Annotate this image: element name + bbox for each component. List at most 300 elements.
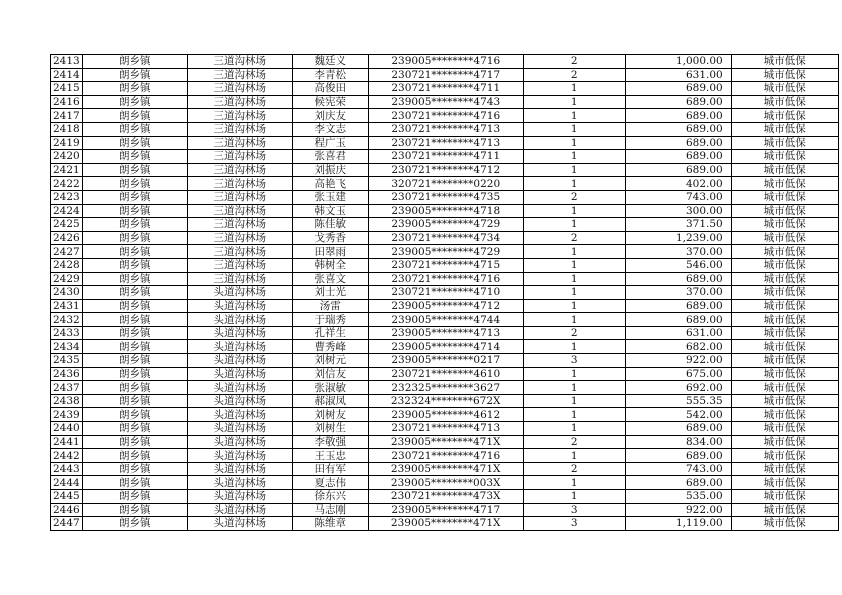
id-number-cell: 239005********4714 — [368, 340, 523, 354]
name-cell: 刘庆友 — [292, 109, 368, 123]
town-cell: 朗乡镇 — [82, 517, 187, 531]
amount-cell: 1,239.00 — [625, 231, 731, 245]
id-number-cell: 232324********672X — [368, 394, 523, 408]
table-row — [51, 476, 839, 490]
id-number-cell: 230721********4735 — [368, 190, 523, 204]
assistance-type-cell: 城市低保 — [731, 177, 838, 191]
forest-farm-cell: 头道沟林场 — [187, 449, 292, 463]
assistance-type-cell: 城市低保 — [731, 55, 838, 69]
forest-farm-cell: 头道沟林场 — [187, 381, 292, 395]
amount-cell: 675.00 — [625, 367, 731, 381]
assistance-type-cell: 城市低保 — [731, 435, 838, 449]
row-number-cell: 2430 — [51, 286, 83, 300]
name-cell: 田翠雨 — [292, 245, 368, 259]
assistance-type-cell: 城市低保 — [731, 245, 838, 259]
town-cell: 朗乡镇 — [82, 258, 187, 272]
name-cell: 曹秀峰 — [292, 340, 368, 354]
household-count-cell: 1 — [523, 422, 625, 436]
amount-cell: 371.50 — [625, 218, 731, 232]
household-count-cell: 1 — [523, 163, 625, 177]
id-number-cell: 232325********3627 — [368, 381, 523, 395]
assistance-type-cell: 城市低保 — [731, 476, 838, 490]
town-cell: 朗乡镇 — [82, 449, 187, 463]
id-number-cell: 230721********4716 — [368, 109, 523, 123]
household-count-cell: 1 — [523, 340, 625, 354]
amount-cell: 555.35 — [625, 394, 731, 408]
name-cell: 汤雷 — [292, 299, 368, 313]
household-count-cell: 1 — [523, 313, 625, 327]
assistance-type-cell: 城市低保 — [731, 272, 838, 286]
household-count-cell: 2 — [523, 68, 625, 82]
amount-cell: 689.00 — [625, 122, 731, 136]
household-count-cell: 2 — [523, 435, 625, 449]
amount-cell: 689.00 — [625, 449, 731, 463]
id-number-cell: 230721********4711 — [368, 150, 523, 164]
id-number-cell: 239005********0217 — [368, 354, 523, 368]
name-cell: 高艳飞 — [292, 177, 368, 191]
assistance-type-cell: 城市低保 — [731, 190, 838, 204]
name-cell: 韩树全 — [292, 258, 368, 272]
amount-cell: 689.00 — [625, 109, 731, 123]
id-number-cell: 239005********4729 — [368, 218, 523, 232]
forest-farm-cell: 三道沟林场 — [187, 122, 292, 136]
name-cell: 李文志 — [292, 122, 368, 136]
household-count-cell: 1 — [523, 245, 625, 259]
household-count-cell: 3 — [523, 354, 625, 368]
forest-farm-cell: 头道沟林场 — [187, 313, 292, 327]
table-row — [51, 286, 839, 300]
amount-cell: 743.00 — [625, 190, 731, 204]
row-number-cell: 2432 — [51, 313, 83, 327]
row-number-cell: 2427 — [51, 245, 83, 259]
amount-cell: 370.00 — [625, 245, 731, 259]
household-count-cell: 1 — [523, 136, 625, 150]
row-number-cell: 2431 — [51, 299, 83, 313]
amount-cell: 546.00 — [625, 258, 731, 272]
name-cell: 孔祥生 — [292, 326, 368, 340]
table-row — [51, 340, 839, 354]
household-count-cell: 1 — [523, 476, 625, 490]
town-cell: 朗乡镇 — [82, 55, 187, 69]
id-number-cell: 239005********471X — [368, 435, 523, 449]
town-cell: 朗乡镇 — [82, 354, 187, 368]
name-cell: 刘振庆 — [292, 163, 368, 177]
assistance-type-cell: 城市低保 — [731, 204, 838, 218]
town-cell: 朗乡镇 — [82, 313, 187, 327]
town-cell: 朗乡镇 — [82, 381, 187, 395]
name-cell: 刘信友 — [292, 367, 368, 381]
amount-cell: 689.00 — [625, 272, 731, 286]
row-number-cell: 2438 — [51, 394, 83, 408]
town-cell: 朗乡镇 — [82, 340, 187, 354]
table-row — [51, 422, 839, 436]
name-cell: 刘树元 — [292, 354, 368, 368]
assistance-type-cell: 城市低保 — [731, 422, 838, 436]
town-cell: 朗乡镇 — [82, 136, 187, 150]
assistance-type-cell: 城市低保 — [731, 82, 838, 96]
table-row — [51, 354, 839, 368]
name-cell: 戈秀香 — [292, 231, 368, 245]
name-cell: 候宪荣 — [292, 95, 368, 109]
amount-cell: 542.00 — [625, 408, 731, 422]
town-cell: 朗乡镇 — [82, 476, 187, 490]
town-cell: 朗乡镇 — [82, 163, 187, 177]
table-row — [51, 517, 839, 531]
amount-cell: 689.00 — [625, 150, 731, 164]
forest-farm-cell: 三道沟林场 — [187, 272, 292, 286]
forest-farm-cell: 三道沟林场 — [187, 136, 292, 150]
amount-cell: 1,000.00 — [625, 55, 731, 69]
household-count-cell: 3 — [523, 503, 625, 517]
town-cell: 朗乡镇 — [82, 394, 187, 408]
town-cell: 朗乡镇 — [82, 299, 187, 313]
assistance-type-cell: 城市低保 — [731, 449, 838, 463]
id-number-cell: 239005********471X — [368, 462, 523, 476]
amount-cell: 689.00 — [625, 299, 731, 313]
row-number-cell: 2441 — [51, 435, 83, 449]
table-row — [51, 68, 839, 82]
household-count-cell: 2 — [523, 326, 625, 340]
row-number-cell: 2419 — [51, 136, 83, 150]
table-row — [51, 462, 839, 476]
row-number-cell: 2435 — [51, 354, 83, 368]
name-cell: 张淑敏 — [292, 381, 368, 395]
row-number-cell: 2415 — [51, 82, 83, 96]
forest-farm-cell: 头道沟林场 — [187, 286, 292, 300]
name-cell: 陈维章 — [292, 517, 368, 531]
id-number-cell: 320721********0220 — [368, 177, 523, 191]
id-number-cell: 230721********4713 — [368, 122, 523, 136]
name-cell: 高俊田 — [292, 82, 368, 96]
name-cell: 王玉忠 — [292, 449, 368, 463]
amount-cell: 682.00 — [625, 340, 731, 354]
row-number-cell: 2442 — [51, 449, 83, 463]
amount-cell: 692.00 — [625, 381, 731, 395]
id-number-cell: 230721********4710 — [368, 286, 523, 300]
row-number-cell: 2433 — [51, 326, 83, 340]
assistance-type-cell: 城市低保 — [731, 462, 838, 476]
amount-cell: 402.00 — [625, 177, 731, 191]
amount-cell: 689.00 — [625, 422, 731, 436]
assistance-type-cell: 城市低保 — [731, 517, 838, 531]
household-count-cell: 1 — [523, 449, 625, 463]
row-number-cell: 2423 — [51, 190, 83, 204]
table-row — [51, 231, 839, 245]
id-number-cell: 239005********471X — [368, 517, 523, 531]
forest-farm-cell: 头道沟林场 — [187, 435, 292, 449]
row-number-cell: 2434 — [51, 340, 83, 354]
assistance-type-cell: 城市低保 — [731, 150, 838, 164]
household-count-cell: 1 — [523, 272, 625, 286]
assistance-type-cell: 城市低保 — [731, 122, 838, 136]
town-cell: 朗乡镇 — [82, 503, 187, 517]
id-number-cell: 230721********4734 — [368, 231, 523, 245]
amount-cell: 689.00 — [625, 95, 731, 109]
id-number-cell: 230721********4715 — [368, 258, 523, 272]
name-cell: 韩文玉 — [292, 204, 368, 218]
row-number-cell: 2429 — [51, 272, 83, 286]
household-count-cell: 3 — [523, 517, 625, 531]
id-number-cell: 230721********4713 — [368, 422, 523, 436]
forest-farm-cell: 头道沟林场 — [187, 517, 292, 531]
town-cell: 朗乡镇 — [82, 245, 187, 259]
row-number-cell: 2439 — [51, 408, 83, 422]
town-cell: 朗乡镇 — [82, 95, 187, 109]
forest-farm-cell: 头道沟林场 — [187, 299, 292, 313]
household-count-cell: 1 — [523, 218, 625, 232]
row-number-cell: 2414 — [51, 68, 83, 82]
assistance-type-cell: 城市低保 — [731, 408, 838, 422]
household-count-cell: 1 — [523, 109, 625, 123]
forest-farm-cell: 三道沟林场 — [187, 231, 292, 245]
household-count-cell: 1 — [523, 367, 625, 381]
town-cell: 朗乡镇 — [82, 204, 187, 218]
table-row — [51, 258, 839, 272]
household-count-cell: 1 — [523, 408, 625, 422]
amount-cell: 631.00 — [625, 326, 731, 340]
table-row — [51, 163, 839, 177]
name-cell: 于瑞秀 — [292, 313, 368, 327]
name-cell: 刘树生 — [292, 422, 368, 436]
table-row — [51, 190, 839, 204]
name-cell: 张喜君 — [292, 150, 368, 164]
id-number-cell: 230721********4717 — [368, 68, 523, 82]
table-row — [51, 82, 839, 96]
household-count-cell: 2 — [523, 190, 625, 204]
amount-cell: 535.00 — [625, 490, 731, 504]
row-number-cell: 2420 — [51, 150, 83, 164]
table-row — [51, 394, 839, 408]
forest-farm-cell: 头道沟林场 — [187, 490, 292, 504]
row-number-cell: 2416 — [51, 95, 83, 109]
forest-farm-cell: 头道沟林场 — [187, 367, 292, 381]
name-cell: 陈佳敏 — [292, 218, 368, 232]
id-number-cell: 239005********4712 — [368, 299, 523, 313]
town-cell: 朗乡镇 — [82, 82, 187, 96]
town-cell: 朗乡镇 — [82, 272, 187, 286]
table-row — [51, 435, 839, 449]
amount-cell: 689.00 — [625, 82, 731, 96]
table-row — [51, 136, 839, 150]
id-number-cell: 230721********473X — [368, 490, 523, 504]
id-number-cell: 239005********4612 — [368, 408, 523, 422]
forest-farm-cell: 头道沟林场 — [187, 408, 292, 422]
row-number-cell: 2437 — [51, 381, 83, 395]
assistance-type-cell: 城市低保 — [731, 340, 838, 354]
town-cell: 朗乡镇 — [82, 462, 187, 476]
table-row — [51, 218, 839, 232]
amount-cell: 689.00 — [625, 136, 731, 150]
table-row — [51, 177, 839, 191]
amount-cell: 689.00 — [625, 476, 731, 490]
amount-cell: 922.00 — [625, 354, 731, 368]
town-cell: 朗乡镇 — [82, 190, 187, 204]
town-cell: 朗乡镇 — [82, 408, 187, 422]
forest-farm-cell: 头道沟林场 — [187, 462, 292, 476]
id-number-cell: 230721********4711 — [368, 82, 523, 96]
household-count-cell: 1 — [523, 177, 625, 191]
id-number-cell: 239005********4713 — [368, 326, 523, 340]
assistance-type-cell: 城市低保 — [731, 367, 838, 381]
row-number-cell: 2443 — [51, 462, 83, 476]
table-row — [51, 122, 839, 136]
table-row — [51, 204, 839, 218]
table-body — [51, 55, 839, 531]
town-cell: 朗乡镇 — [82, 150, 187, 164]
row-number-cell: 2421 — [51, 163, 83, 177]
assistance-type-cell: 城市低保 — [731, 136, 838, 150]
forest-farm-cell: 三道沟林场 — [187, 190, 292, 204]
town-cell: 朗乡镇 — [82, 435, 187, 449]
table-row — [51, 272, 839, 286]
town-cell: 朗乡镇 — [82, 490, 187, 504]
forest-farm-cell: 三道沟林场 — [187, 109, 292, 123]
table-row — [51, 109, 839, 123]
table-row — [51, 381, 839, 395]
id-number-cell: 239005********4716 — [368, 55, 523, 69]
forest-farm-cell: 三道沟林场 — [187, 258, 292, 272]
row-number-cell: 2436 — [51, 367, 83, 381]
assistance-type-cell: 城市低保 — [731, 313, 838, 327]
household-count-cell: 1 — [523, 490, 625, 504]
name-cell: 刘士光 — [292, 286, 368, 300]
town-cell: 朗乡镇 — [82, 231, 187, 245]
town-cell: 朗乡镇 — [82, 422, 187, 436]
assistance-type-cell: 城市低保 — [731, 354, 838, 368]
household-count-cell: 1 — [523, 204, 625, 218]
row-number-cell: 2428 — [51, 258, 83, 272]
town-cell: 朗乡镇 — [82, 218, 187, 232]
forest-farm-cell: 三道沟林场 — [187, 218, 292, 232]
assistance-type-cell: 城市低保 — [731, 95, 838, 109]
household-count-cell: 2 — [523, 462, 625, 476]
row-number-cell: 2422 — [51, 177, 83, 191]
household-count-cell: 1 — [523, 122, 625, 136]
table-row — [51, 367, 839, 381]
forest-farm-cell: 三道沟林场 — [187, 150, 292, 164]
amount-cell: 689.00 — [625, 163, 731, 177]
assistance-type-cell: 城市低保 — [731, 381, 838, 395]
id-number-cell: 230721********4713 — [368, 136, 523, 150]
row-number-cell: 2447 — [51, 517, 83, 531]
household-count-cell: 2 — [523, 231, 625, 245]
assistance-type-cell: 城市低保 — [731, 163, 838, 177]
town-cell: 朗乡镇 — [82, 122, 187, 136]
forest-farm-cell: 头道沟林场 — [187, 503, 292, 517]
id-number-cell: 230721********4610 — [368, 367, 523, 381]
amount-cell: 689.00 — [625, 313, 731, 327]
forest-farm-cell: 头道沟林场 — [187, 340, 292, 354]
name-cell: 张喜文 — [292, 272, 368, 286]
name-cell: 田有军 — [292, 462, 368, 476]
id-number-cell: 239005********4744 — [368, 313, 523, 327]
town-cell: 朗乡镇 — [82, 177, 187, 191]
household-count-cell: 1 — [523, 381, 625, 395]
row-number-cell: 2418 — [51, 122, 83, 136]
assistance-type-cell: 城市低保 — [731, 326, 838, 340]
table-row — [51, 55, 839, 69]
household-count-cell: 2 — [523, 55, 625, 69]
name-cell: 程广玉 — [292, 136, 368, 150]
amount-cell: 1,119.00 — [625, 517, 731, 531]
forest-farm-cell: 三道沟林场 — [187, 95, 292, 109]
name-cell: 李敬强 — [292, 435, 368, 449]
table-row — [51, 299, 839, 313]
forest-farm-cell: 三道沟林场 — [187, 55, 292, 69]
household-count-cell: 1 — [523, 95, 625, 109]
assistance-type-cell: 城市低保 — [731, 503, 838, 517]
household-count-cell: 1 — [523, 286, 625, 300]
forest-farm-cell: 三道沟林场 — [187, 68, 292, 82]
id-number-cell: 239005********4729 — [368, 245, 523, 259]
row-number-cell: 2413 — [51, 55, 83, 69]
forest-farm-cell: 三道沟林场 — [187, 204, 292, 218]
forest-farm-cell: 三道沟林场 — [187, 82, 292, 96]
forest-farm-cell: 头道沟林场 — [187, 422, 292, 436]
name-cell: 郝淑凤 — [292, 394, 368, 408]
name-cell: 李青松 — [292, 68, 368, 82]
row-number-cell: 2445 — [51, 490, 83, 504]
amount-cell: 370.00 — [625, 286, 731, 300]
table-row — [51, 95, 839, 109]
row-number-cell: 2424 — [51, 204, 83, 218]
row-number-cell: 2440 — [51, 422, 83, 436]
amount-cell: 834.00 — [625, 435, 731, 449]
household-count-cell: 1 — [523, 150, 625, 164]
household-count-cell: 1 — [523, 82, 625, 96]
table-row — [51, 245, 839, 259]
name-cell: 魏廷义 — [292, 55, 368, 69]
amount-cell: 922.00 — [625, 503, 731, 517]
id-number-cell: 239005********4717 — [368, 503, 523, 517]
name-cell: 马志刚 — [292, 503, 368, 517]
forest-farm-cell: 头道沟林场 — [187, 394, 292, 408]
town-cell: 朗乡镇 — [82, 68, 187, 82]
assistance-type-cell: 城市低保 — [731, 286, 838, 300]
name-cell: 张玉建 — [292, 190, 368, 204]
amount-cell: 743.00 — [625, 462, 731, 476]
forest-farm-cell: 头道沟林场 — [187, 326, 292, 340]
assistance-type-cell: 城市低保 — [731, 231, 838, 245]
forest-farm-cell: 三道沟林场 — [187, 163, 292, 177]
id-number-cell: 239005********4718 — [368, 204, 523, 218]
row-number-cell: 2425 — [51, 218, 83, 232]
table-row — [51, 490, 839, 504]
town-cell: 朗乡镇 — [82, 286, 187, 300]
assistance-type-cell: 城市低保 — [731, 109, 838, 123]
town-cell: 朗乡镇 — [82, 367, 187, 381]
table-row — [51, 503, 839, 517]
amount-cell: 300.00 — [625, 204, 731, 218]
id-number-cell: 230721********4716 — [368, 449, 523, 463]
id-number-cell: 230721********4716 — [368, 272, 523, 286]
id-number-cell: 239005********003X — [368, 476, 523, 490]
forest-farm-cell: 头道沟林场 — [187, 476, 292, 490]
name-cell: 徐东兴 — [292, 490, 368, 504]
id-number-cell: 239005********4743 — [368, 95, 523, 109]
assistance-type-cell: 城市低保 — [731, 299, 838, 313]
table-row — [51, 408, 839, 422]
assistance-type-cell: 城市低保 — [731, 68, 838, 82]
relief-roster-table — [50, 54, 839, 531]
table-row — [51, 313, 839, 327]
name-cell: 刘树友 — [292, 408, 368, 422]
row-number-cell: 2444 — [51, 476, 83, 490]
row-number-cell: 2417 — [51, 109, 83, 123]
row-number-cell: 2446 — [51, 503, 83, 517]
forest-farm-cell: 三道沟林场 — [187, 245, 292, 259]
household-count-cell: 1 — [523, 299, 625, 313]
